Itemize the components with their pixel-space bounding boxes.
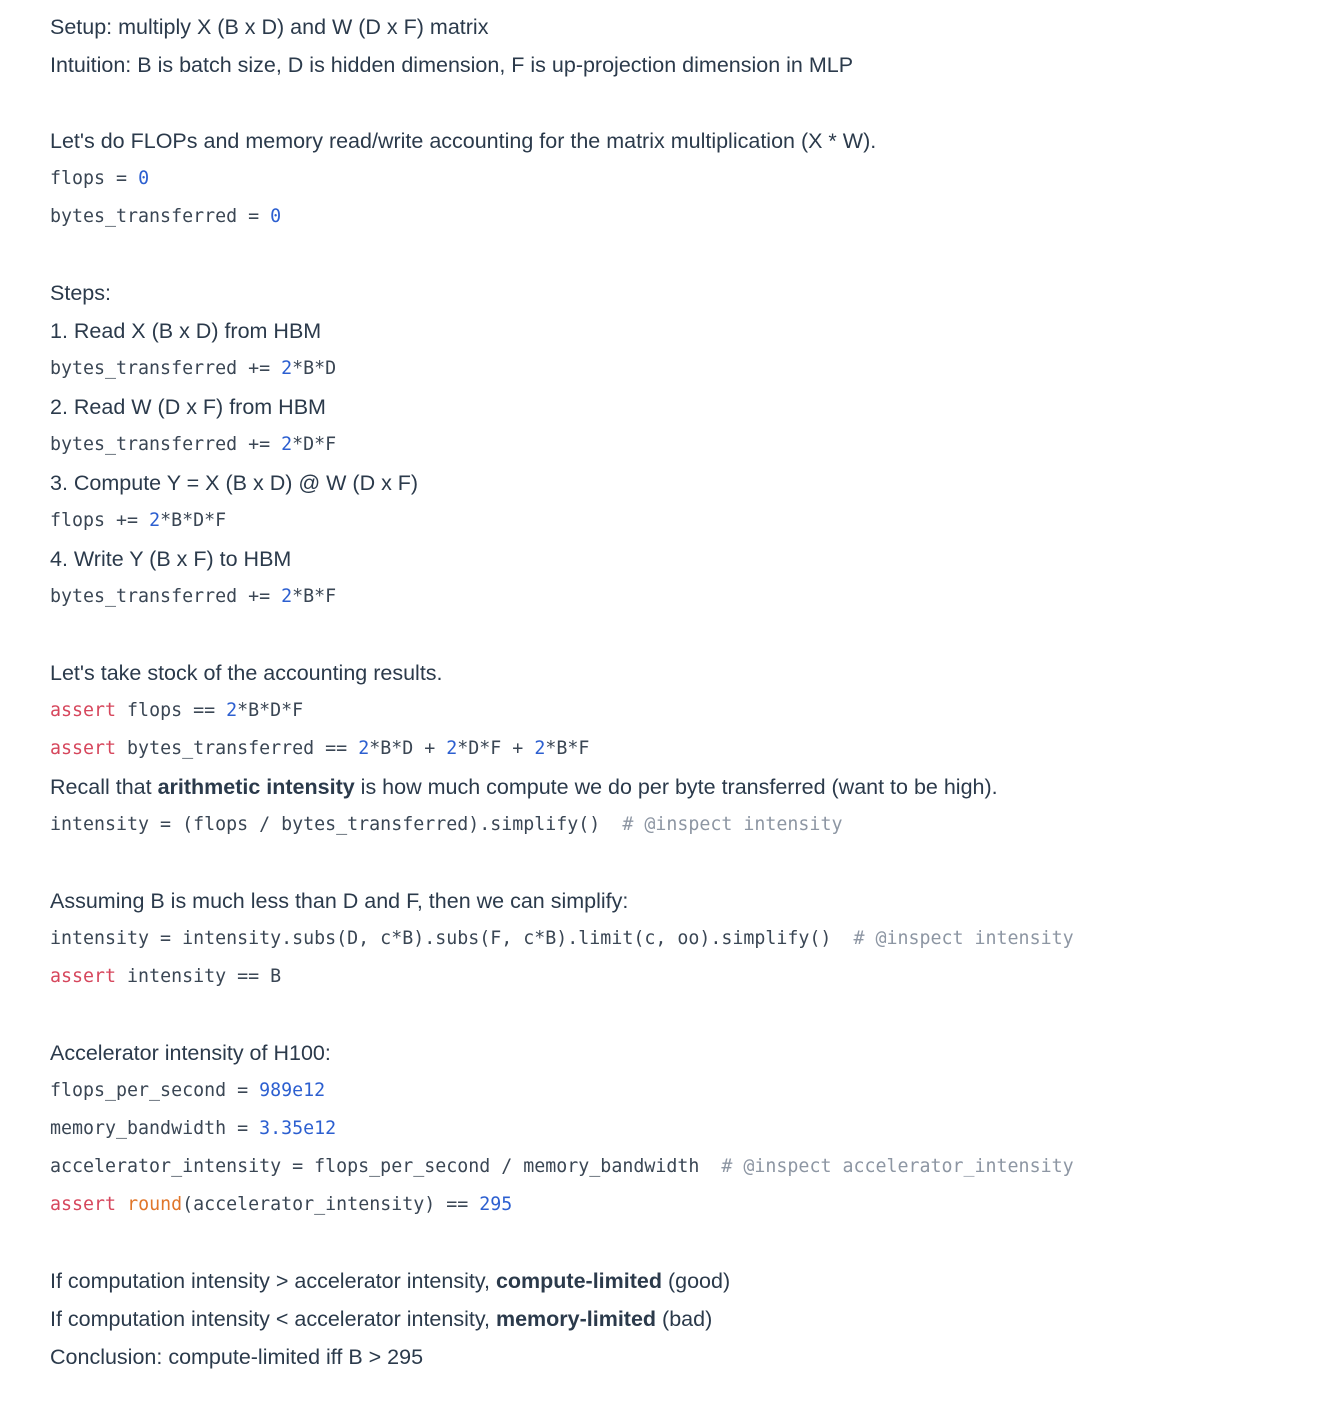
plain-text: (bad): [656, 1307, 713, 1331]
code-token-code: [116, 1194, 127, 1215]
code-token-num: 2: [281, 586, 293, 607]
prose-line: Steps:: [50, 281, 111, 305]
emphasis-text: arithmetic intensity: [157, 775, 355, 799]
code-token-code: flops_per_second =: [50, 1080, 260, 1101]
code-token-code: memory_bandwidth =: [50, 1118, 260, 1139]
prose-line: Intuition: B is batch size, D is hidden dimension, F is up-projection dimension in MLP: [50, 53, 854, 77]
plain-text: If computation intensity > accelerator intensity,: [50, 1269, 496, 1293]
code-line: [50, 692, 1286, 730]
code-token-num: 2: [358, 738, 370, 759]
code-token-num: 2: [226, 700, 238, 721]
code-token-code: *B*F: [545, 738, 590, 759]
code-token-num: 2: [281, 358, 293, 379]
prose-line: 4. Write Y (B x F) to HBM: [50, 547, 292, 571]
code-token-num: 3.35e12: [259, 1118, 337, 1139]
code-token-kw: assert: [50, 966, 117, 987]
code-token-cm: # @inspect accelerator_intensity: [721, 1156, 1074, 1177]
prose-line: Conclusion: compute-limited iff B > 295: [50, 1345, 424, 1369]
prose-line: 2. Read W (D x F) from HBM: [50, 395, 326, 419]
block-spacer: [50, 84, 1286, 122]
plain-text: Recall that: [50, 775, 158, 799]
code-token-kw: assert: [50, 700, 117, 721]
block-conclusion: [50, 1262, 1286, 1376]
block-spacer: [50, 996, 1286, 1034]
code-line: [50, 1148, 1286, 1186]
code-token-cm: # @inspect intensity: [622, 814, 843, 835]
block-spacer: [50, 616, 1286, 654]
code-token-code: *B*D: [292, 358, 337, 379]
prose-line: Accelerator intensity of H100:: [50, 1041, 331, 1065]
block-setup: [50, 8, 1286, 84]
code-line: [50, 1110, 1286, 1148]
code-token-code: accelerator_intensity = flops_per_second / memory_bandwidth: [50, 1156, 722, 1177]
code-token-num: 0: [138, 168, 150, 189]
code-line: [50, 350, 1286, 388]
block-steps: [50, 274, 1286, 616]
code-token-num: 989e12: [259, 1080, 326, 1101]
code-token-bi: round: [127, 1194, 183, 1215]
prose-line: [50, 1262, 1286, 1300]
code-line: [50, 502, 1286, 540]
code-token-code: *B*D*F: [160, 510, 227, 531]
code-token-num: 2: [149, 510, 161, 531]
code-token-num: 295: [479, 1194, 513, 1215]
code-token-code: *B*F: [292, 586, 337, 607]
code-line: [50, 920, 1286, 958]
plain-text: is how much compute we do per byte transferred (want to be high).: [354, 775, 998, 799]
prose-line: 3. Compute Y = X (B x D) @ W (D x F): [50, 471, 419, 495]
code-token-code: *B*D*F: [237, 700, 304, 721]
code-line: [50, 806, 1286, 844]
code-token-code: *B*D +: [369, 738, 447, 759]
code-token-num: 2: [446, 738, 458, 759]
code-line: [50, 1072, 1286, 1110]
emphasis-text: compute-limited: [495, 1269, 662, 1293]
block-simplify: [50, 882, 1286, 996]
code-token-num: 0: [270, 206, 282, 227]
prose-line: 1. Read X (B x D) from HBM: [50, 319, 322, 343]
code-token-code: bytes_transferred +=: [50, 586, 282, 607]
code-token-code: bytes_transferred ==: [116, 738, 359, 759]
prose-line: Let's do FLOPs and memory read/write accounting for the matrix multiplication (X * W).: [50, 129, 877, 153]
code-line: [50, 578, 1286, 616]
code-token-cm: # @inspect intensity: [853, 928, 1074, 949]
code-token-code: bytes_transferred +=: [50, 434, 282, 455]
code-token-code: intensity = (flops / bytes_transferred).simplify(): [50, 814, 623, 835]
block-spacer: [50, 844, 1286, 882]
code-token-num: 2: [281, 434, 293, 455]
code-line: [50, 958, 1286, 996]
block-stock: [50, 654, 1286, 844]
prose-line: Let's take stock of the accounting results.: [50, 661, 443, 685]
code-token-kw: assert: [50, 1194, 117, 1215]
code-token-code: flops ==: [116, 700, 227, 721]
code-line: [50, 730, 1286, 768]
code-token-code: flops =: [50, 168, 139, 189]
code-line: [50, 198, 1286, 236]
code-token-code: *D*F +: [457, 738, 535, 759]
block-accelerator: [50, 1034, 1286, 1224]
prose-line: [50, 768, 1286, 806]
code-token-code: intensity = intensity.subs(D, c*B).subs(F, c*B).limit(c, oo).simplify(): [50, 928, 854, 949]
code-line: [50, 1186, 1286, 1224]
prose-line: [50, 1300, 1286, 1338]
prose-line: Assuming B is much less than D and F, then we can simplify:: [50, 889, 629, 913]
code-token-code: bytes_transferred =: [50, 206, 271, 227]
code-token-code: bytes_transferred +=: [50, 358, 282, 379]
code-token-num: 2: [534, 738, 546, 759]
code-token-code: (accelerator_intensity) ==: [182, 1194, 480, 1215]
block-spacer: [50, 1224, 1286, 1262]
code-token-code: *D*F: [292, 434, 337, 455]
code-token-code: flops +=: [50, 510, 150, 531]
plain-text: (good): [662, 1269, 731, 1293]
code-token-code: intensity == B: [116, 966, 282, 987]
code-line: [50, 160, 1286, 198]
block-spacer: [50, 236, 1286, 274]
prose-line: Setup: multiply X (B x D) and W (D x F) matrix: [50, 15, 489, 39]
code-line: [50, 426, 1286, 464]
code-token-kw: assert: [50, 738, 117, 759]
emphasis-text: memory-limited: [495, 1307, 657, 1331]
plain-text: If computation intensity < accelerator intensity,: [50, 1307, 496, 1331]
block-accounting-init: [50, 122, 1286, 236]
